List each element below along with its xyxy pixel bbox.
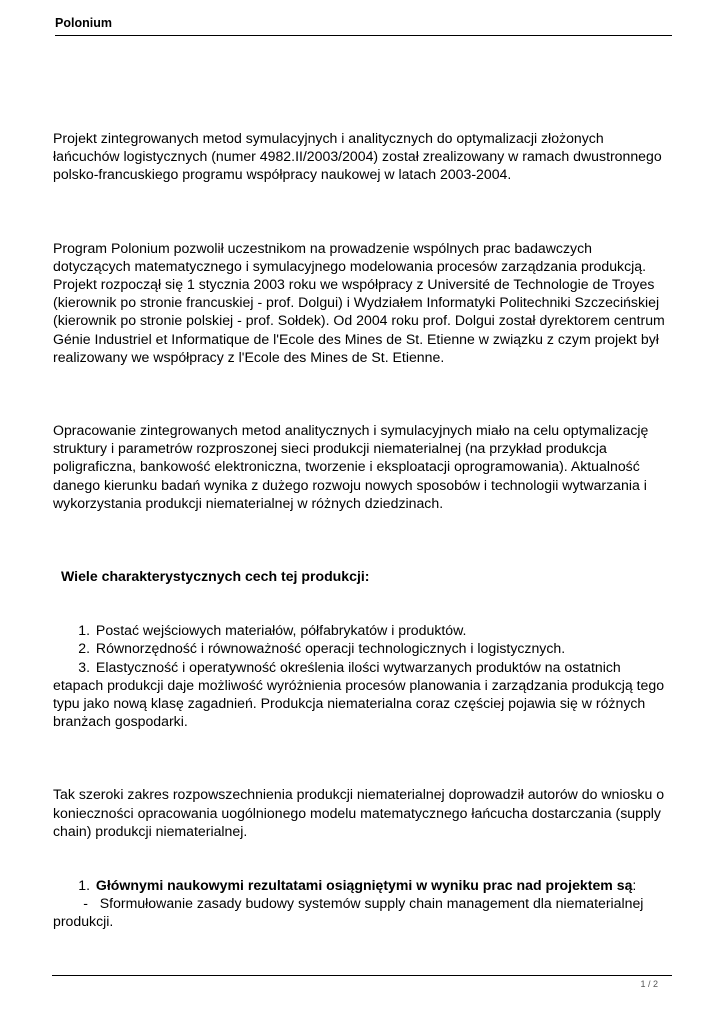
page-footer	[52, 975, 672, 989]
characteristics-list	[53, 621, 673, 730]
page-header	[55, 14, 672, 36]
polonium-program-paragraph: Program Polonium pozwolił uczestnikom na prowadzenie wspólnych prac badawczych dotyczących matematycznego i symulacyjnego modelowania procesów zarządzania produkcją. Projekt rozpoczął się 1 stycznia 2003 roku we współpracy z Université de Technologie de Troyes (kierownik po stronie francuskiej - prof. Dolgui) i Wydziałem Informatyki Politechniki Szczecińskiej (kierownik po stronie polskiej - prof. Sołdek). Od 2004 roku prof. Dolgui został dyrektorem centrum Génie Industriel et Informatique de l'Ecole des Mines de St. Etienne w związku z czym projekt był realizowany we współpracy z l'Ecole des Mines de St. Etienne.	[53, 239, 665, 365]
list-item	[53, 621, 673, 639]
methods-paragraph: Opracowanie zintegrowanych metod analitycznych i symulacyjnych miało na celu optymalizację struktury i parametrów rozproszonej sieci produkcji niematerialnej (na przykład produkcja poligraficzna, bankowość elektroniczna, tworzenie i eksploatacji oprogramowania). Aktualność danego kierunku badań wynika z dużego rozwoju nowych sposobów i technologii wytwarzania i wykorzystania produkcji niematerialnej w różnych dziedzinach.	[53, 422, 649, 511]
list-item-text: Elastyczność i operatywność określenia ilości wytwarzanych produktów na ostatnich etapach produkcji daje możliwość wyróżnienia procesów planowania i zarządzania produkcją tego typu jako nową klasę zagadnień. Produkcja niematerialna coraz częściej pojawia się w różnych branżach gospodarki.	[53, 658, 665, 730]
list-item	[53, 894, 673, 930]
list-item	[53, 876, 673, 894]
page-number: 1 / 2	[640, 979, 658, 989]
supply-chain-paragraph: Tak szeroki zakres rozpowszechnienia produkcji niematerialnej doprowadził autorów do wniosku o konieczności opracowania uogólnionego modelu matematycznego łańcucha dostarczania (supply chain) produkcji niematerialnej.	[53, 786, 665, 839]
document-title: Polonium	[55, 16, 112, 30]
results-colon: :	[632, 877, 637, 894]
dash-bullet: -	[83, 895, 88, 912]
section-heading: Wiele charakterystycznych cech tej produkcji:	[61, 568, 370, 585]
list-item-number: 2.	[78, 640, 90, 657]
results-heading: Głównymi naukowymi rezultatami osiągniętymi w wyniku prac nad projektem są	[95, 877, 633, 894]
list-item-number: 3.	[78, 658, 90, 675]
list-item-text: Postać wejściowych materiałów, półfabrykatów i produktów.	[95, 622, 467, 639]
list-item	[53, 658, 673, 731]
list-item	[53, 639, 673, 657]
intro-paragraph: Projekt zintegrowanych metod symulacyjnych i analitycznych do optymalizacji złożonych łańcuchów logistycznych (numer 4982.II/2003/2004) został zrealizowany w ramach dwustronnego polsko-francuskiego programu współpracy naukowej w latach 2003-2004.	[53, 130, 662, 183]
list-item-text: Sformułowanie zasady budowy systemów supply chain management dla niematerialnej produkcji.	[53, 895, 644, 930]
list-item-text: Równorzędność i równoważność operacji technologicznych i logistycznych.	[95, 640, 566, 657]
results-list	[53, 876, 673, 931]
list-item-number: 1.	[78, 877, 90, 894]
document-body	[53, 129, 673, 931]
list-item-number: 1.	[78, 622, 90, 639]
